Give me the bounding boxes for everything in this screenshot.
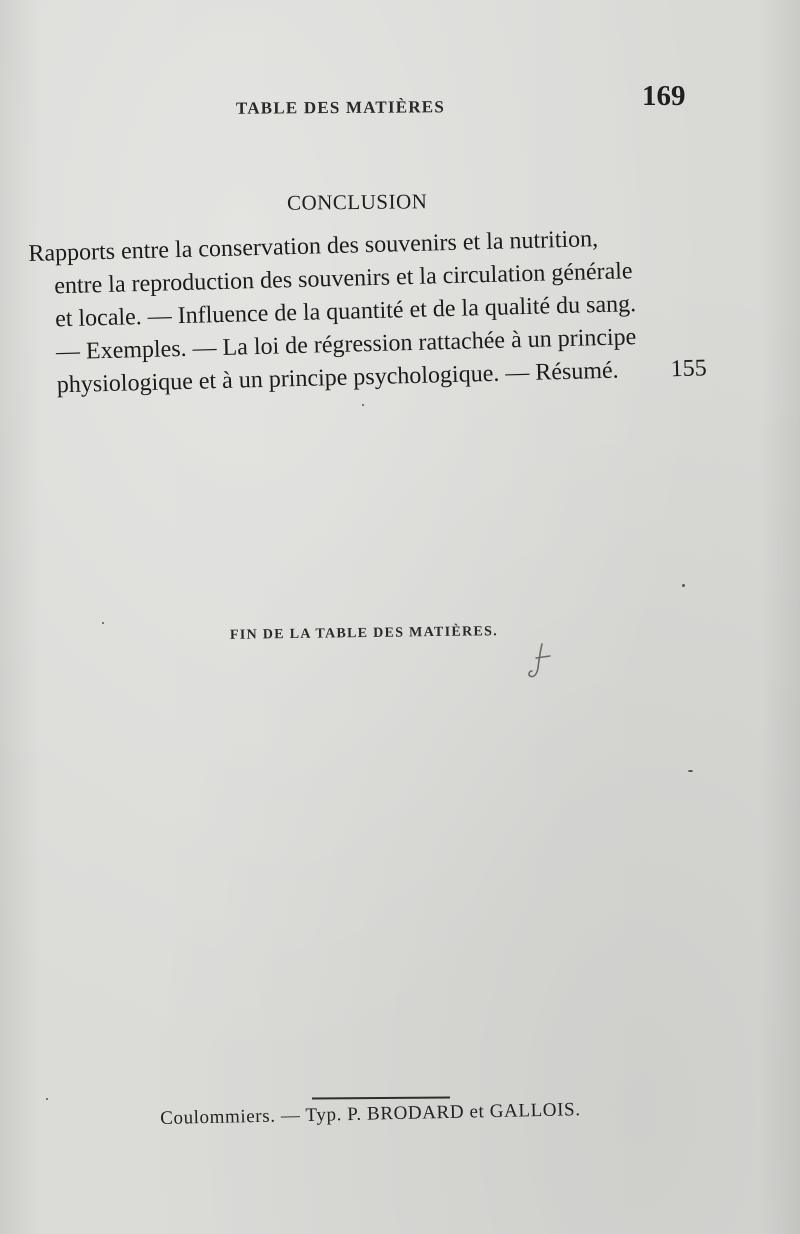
- paper-speck: [362, 404, 364, 406]
- paper-speck: [688, 770, 693, 772]
- toc-page-ref: 155: [670, 355, 707, 383]
- pencil-mark-icon: [526, 640, 556, 682]
- section-title: CONCLUSION: [286, 189, 428, 215]
- paper-speck: [102, 622, 104, 624]
- paper-speck: [46, 1098, 48, 1100]
- toc-entry: [28, 220, 722, 403]
- running-head: TABLE DES MATIÈRES: [235, 97, 446, 118]
- toc-line-2: entre la reproduction des souvenirs et la circulation générale: [53, 258, 633, 300]
- toc-line-1: Rapports entre la conservation des souvenirs et la nutrition,: [28, 226, 599, 267]
- paper-speck: [682, 584, 685, 587]
- toc-line-5-text: physiologique et à un principe psychologique. — Résumé.: [56, 357, 619, 399]
- page-number: 169: [642, 80, 686, 112]
- printer-imprint: Coulommiers. — Typ. P. BRODARD et GALLOIS.: [160, 1099, 581, 1129]
- toc-line-3: et locale. — Influence de la quantité et de la qualité du sang.: [54, 291, 637, 333]
- end-note: FIN DE LA TABLE DES MATIÈRES.: [229, 624, 499, 643]
- imprint-rule: [312, 1097, 450, 1100]
- toc-line-4: — Exemples. — La loi de régression rattachée à un principe: [55, 324, 637, 366]
